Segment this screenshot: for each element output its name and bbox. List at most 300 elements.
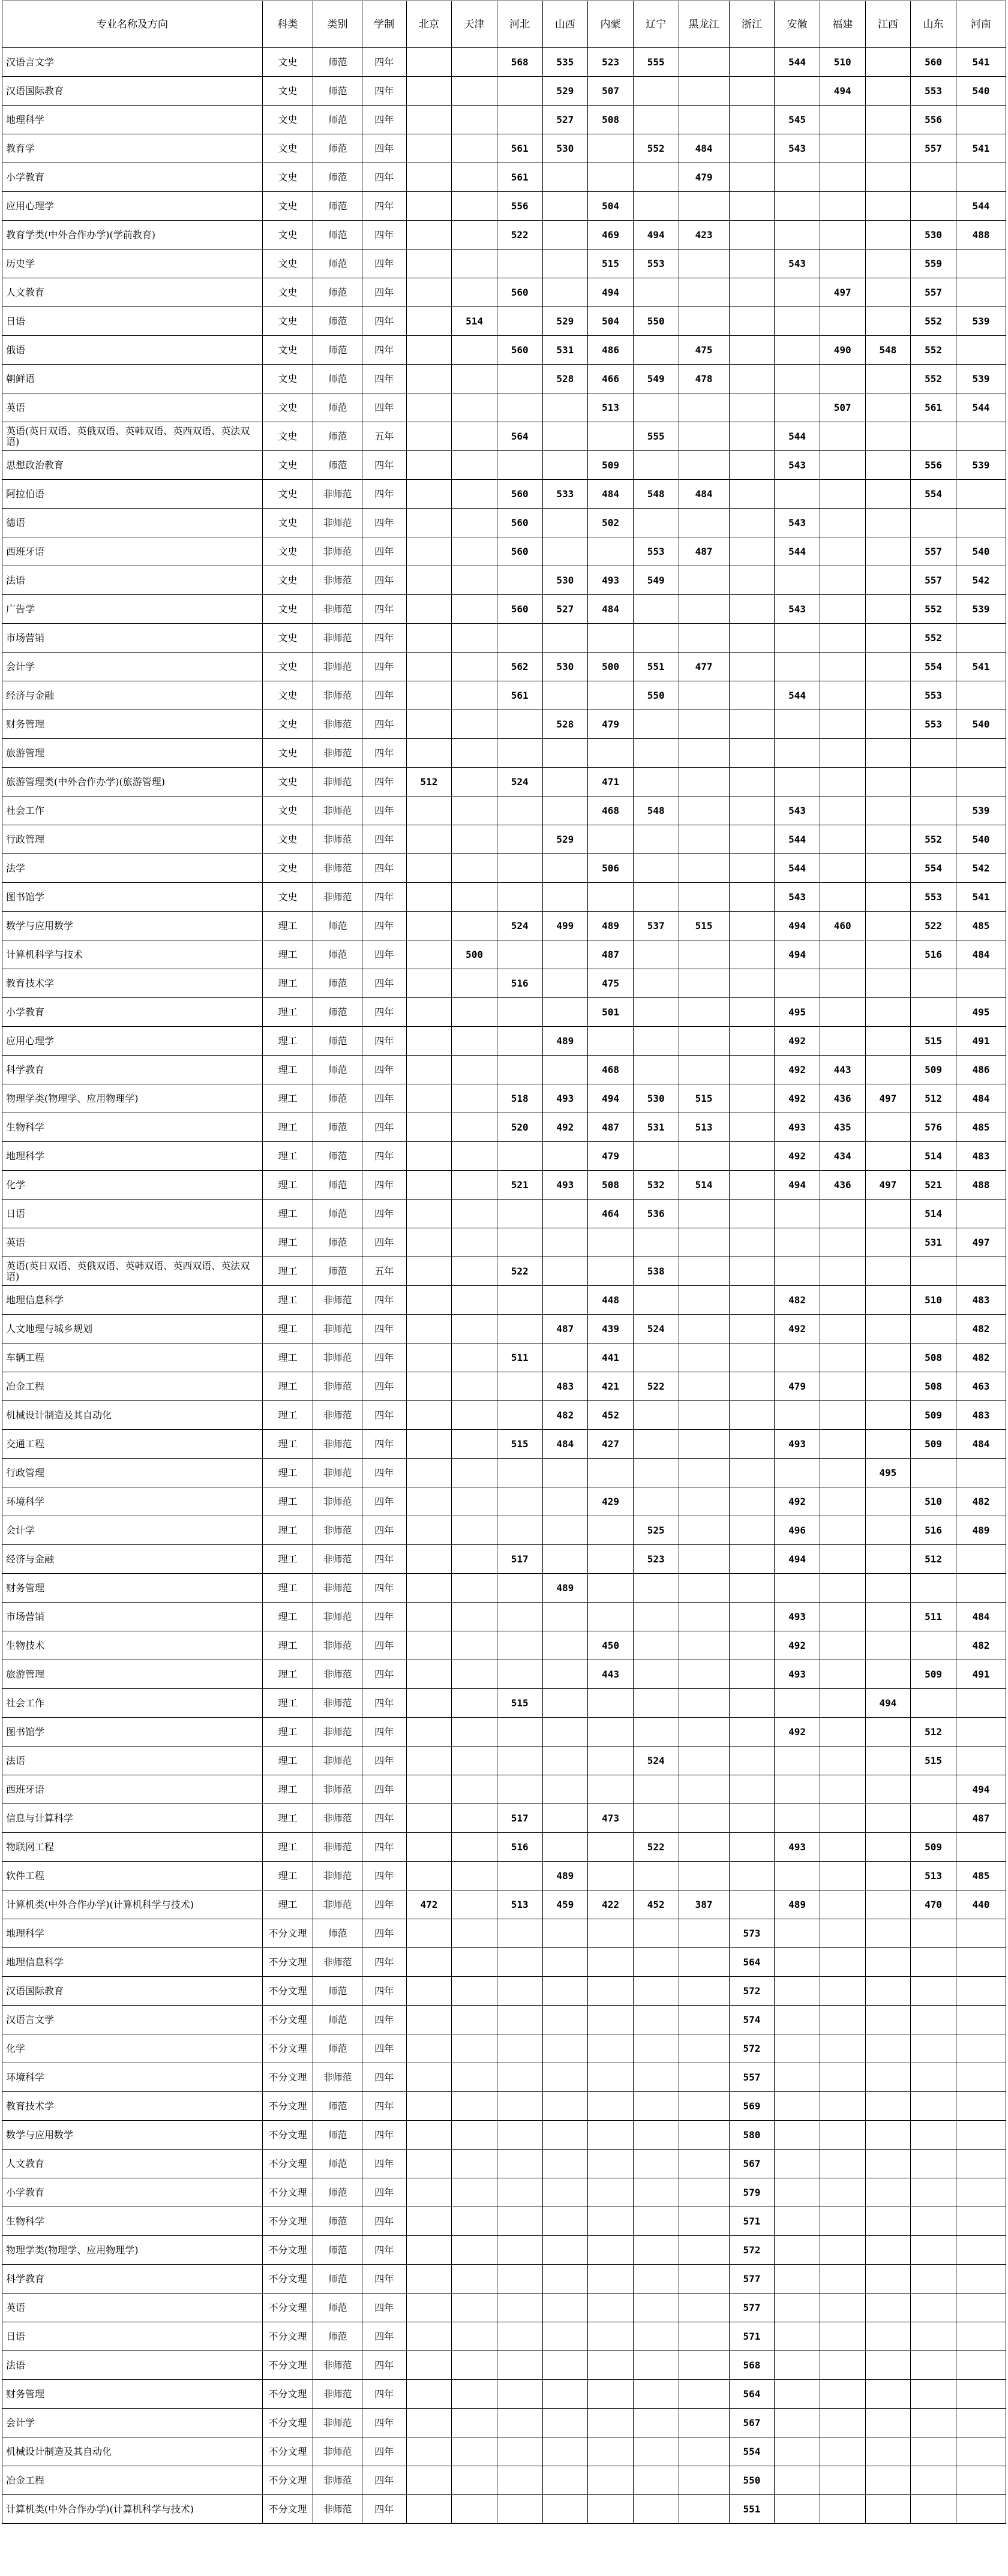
score-cell — [820, 1200, 865, 1228]
score-cell: 577 — [729, 2294, 775, 2322]
score-cell: 427 — [588, 1430, 634, 1459]
score-cell — [956, 1948, 1006, 1977]
duration-cell: 四年 — [362, 1775, 407, 1804]
score-cell: 532 — [633, 1171, 679, 1200]
score-cell — [406, 1459, 452, 1487]
score-cell — [679, 796, 729, 825]
score-cell — [633, 393, 679, 422]
score-cell: 485 — [956, 1862, 1006, 1890]
program-type-cell: 师范 — [313, 1257, 362, 1286]
score-cell — [729, 1401, 775, 1430]
score-cell — [820, 163, 865, 192]
score-cell — [497, 796, 542, 825]
score-cell — [497, 307, 542, 336]
score-cell: 515 — [911, 1027, 956, 1056]
score-cell — [729, 1142, 775, 1171]
score-cell: 492 — [775, 1084, 820, 1113]
table-body — [2, 48, 1006, 2524]
score-cell: 548 — [865, 336, 911, 365]
score-cell — [542, 1804, 588, 1833]
score-cell — [542, 1200, 588, 1228]
score-cell — [729, 1689, 775, 1718]
major-name-cell: 人文教育 — [2, 2150, 263, 2178]
score-cell — [406, 1804, 452, 1833]
score-cell — [679, 1977, 729, 2006]
score-cell — [406, 1689, 452, 1718]
program-type-cell: 非师范 — [313, 1603, 362, 1631]
score-cell: 450 — [588, 1631, 634, 1660]
score-cell — [729, 1200, 775, 1228]
major-name-cell: 生物科学 — [2, 1113, 263, 1142]
score-cell — [588, 2380, 634, 2409]
score-cell — [679, 566, 729, 595]
score-cell: 489 — [542, 1574, 588, 1603]
score-cell — [679, 1401, 729, 1430]
score-cell — [406, 854, 452, 883]
score-cell: 482 — [956, 1631, 1006, 1660]
subject-category-cell: 文史 — [263, 278, 313, 307]
score-cell — [911, 2063, 956, 2092]
score-cell — [865, 163, 911, 192]
score-cell — [542, 192, 588, 221]
duration-cell: 四年 — [362, 2380, 407, 2409]
program-type-cell: 师范 — [313, 1200, 362, 1228]
score-cell — [775, 2409, 820, 2437]
score-cell — [729, 365, 775, 393]
score-cell — [865, 480, 911, 509]
score-cell — [542, 221, 588, 250]
score-cell: 514 — [679, 1171, 729, 1200]
score-cell — [452, 537, 497, 566]
score-cell — [633, 1804, 679, 1833]
score-cell: 550 — [633, 307, 679, 336]
score-cell — [956, 480, 1006, 509]
subject-category-cell: 理工 — [263, 1372, 313, 1401]
score-cell — [820, 883, 865, 912]
score-cell — [542, 2437, 588, 2466]
score-cell — [497, 2178, 542, 2207]
subject-category-cell: 理工 — [263, 1487, 313, 1516]
score-cell — [729, 854, 775, 883]
score-cell: 508 — [911, 1372, 956, 1401]
score-cell — [820, 1919, 865, 1948]
score-cell — [956, 2207, 1006, 2236]
score-cell — [679, 1919, 729, 1948]
duration-cell: 四年 — [362, 1977, 407, 2006]
program-type-cell: 非师范 — [313, 509, 362, 537]
score-cell — [588, 2121, 634, 2150]
score-cell: 493 — [588, 566, 634, 595]
score-cell — [865, 2265, 911, 2294]
score-cell: 557 — [911, 537, 956, 566]
score-cell — [406, 1862, 452, 1890]
score-cell — [452, 1372, 497, 1401]
score-cell — [820, 768, 865, 796]
score-cell: 484 — [588, 480, 634, 509]
score-cell — [406, 710, 452, 739]
score-cell — [775, 2351, 820, 2380]
table-row — [2, 106, 1006, 134]
table-row — [2, 48, 1006, 77]
score-cell — [820, 2092, 865, 2121]
table-row — [2, 1660, 1006, 1689]
table-row — [2, 2063, 1006, 2092]
score-cell — [956, 1747, 1006, 1775]
program-type-cell: 非师范 — [313, 1631, 362, 1660]
score-cell — [406, 653, 452, 681]
duration-cell: 四年 — [362, 48, 407, 77]
score-cell — [775, 1862, 820, 1890]
score-cell — [956, 2178, 1006, 2207]
subject-category-cell: 不分文理 — [263, 2178, 313, 2207]
score-cell — [542, 2380, 588, 2409]
score-cell: 494 — [820, 77, 865, 106]
major-name-cell: 英语 — [2, 393, 263, 422]
score-cell — [865, 2034, 911, 2063]
score-cell — [588, 739, 634, 768]
score-cell — [588, 537, 634, 566]
score-cell: 489 — [542, 1862, 588, 1890]
score-cell — [452, 1890, 497, 1919]
score-cell — [956, 739, 1006, 768]
score-cell: 550 — [729, 2466, 775, 2495]
table-row — [2, 2178, 1006, 2207]
program-type-cell: 非师范 — [313, 2063, 362, 2092]
score-cell — [775, 1948, 820, 1977]
subject-category-cell: 不分文理 — [263, 2380, 313, 2409]
major-name-cell: 经济与金融 — [2, 681, 263, 710]
score-cell — [775, 77, 820, 106]
score-cell — [497, 451, 542, 480]
score-cell — [633, 1948, 679, 1977]
subject-category-cell: 文史 — [263, 106, 313, 134]
score-cell — [542, 739, 588, 768]
score-cell — [820, 1286, 865, 1315]
score-cell: 538 — [633, 1257, 679, 1286]
score-cell: 484 — [956, 940, 1006, 969]
program-type-cell: 师范 — [313, 48, 362, 77]
score-cell: 494 — [775, 1545, 820, 1574]
score-cell — [911, 739, 956, 768]
score-cell — [542, 1948, 588, 1977]
subject-category-cell: 理工 — [263, 1631, 313, 1660]
score-cell — [633, 2207, 679, 2236]
score-cell — [406, 998, 452, 1027]
score-cell — [542, 1056, 588, 1084]
score-cell — [406, 422, 452, 451]
score-cell — [679, 307, 729, 336]
score-cell — [865, 1545, 911, 1574]
score-cell — [406, 1401, 452, 1430]
score-cell: 521 — [911, 1171, 956, 1200]
score-cell: 494 — [588, 278, 634, 307]
score-cell — [679, 2063, 729, 2092]
duration-cell: 四年 — [362, 2207, 407, 2236]
duration-cell: 四年 — [362, 2294, 407, 2322]
score-cell — [865, 1948, 911, 1977]
score-cell — [865, 2121, 911, 2150]
score-cell — [865, 2351, 911, 2380]
score-cell — [452, 1459, 497, 1487]
score-cell — [820, 2294, 865, 2322]
score-cell — [406, 1084, 452, 1113]
score-cell — [542, 1977, 588, 2006]
score-cell — [820, 537, 865, 566]
score-cell — [820, 710, 865, 739]
score-cell — [452, 451, 497, 480]
score-cell — [542, 451, 588, 480]
major-name-cell: 汉语国际教育 — [2, 1977, 263, 2006]
score-cell: 523 — [588, 48, 634, 77]
duration-cell: 四年 — [362, 307, 407, 336]
score-cell: 544 — [775, 48, 820, 77]
score-cell: 489 — [775, 1890, 820, 1919]
score-cell: 483 — [956, 1142, 1006, 1171]
score-cell: 530 — [542, 653, 588, 681]
major-name-cell: 行政管理 — [2, 1459, 263, 1487]
score-cell — [775, 480, 820, 509]
score-cell: 525 — [633, 1516, 679, 1545]
score-cell: 567 — [729, 2150, 775, 2178]
subject-category-cell: 文史 — [263, 883, 313, 912]
score-cell: 557 — [911, 278, 956, 307]
program-type-cell: 师范 — [313, 163, 362, 192]
score-cell — [452, 998, 497, 1027]
score-cell: 530 — [633, 1084, 679, 1113]
score-cell: 543 — [775, 509, 820, 537]
score-cell — [820, 1574, 865, 1603]
score-cell — [820, 2351, 865, 2380]
score-cell — [911, 2265, 956, 2294]
score-cell — [679, 2207, 729, 2236]
score-cell: 468 — [588, 1056, 634, 1084]
score-cell — [542, 1343, 588, 1372]
score-cell: 517 — [497, 1804, 542, 1833]
score-cell — [542, 2006, 588, 2034]
major-name-cell: 英语 — [2, 1228, 263, 1257]
score-cell — [406, 2207, 452, 2236]
program-type-cell: 师范 — [313, 250, 362, 278]
score-cell: 544 — [775, 825, 820, 854]
score-cell — [542, 1257, 588, 1286]
duration-cell: 四年 — [362, 912, 407, 940]
score-cell — [820, 940, 865, 969]
score-cell: 443 — [820, 1056, 865, 1084]
score-cell — [820, 1516, 865, 1545]
score-cell: 479 — [775, 1372, 820, 1401]
column-header: 江西 — [865, 1, 911, 48]
score-cell: 541 — [956, 653, 1006, 681]
subject-category-cell: 文史 — [263, 163, 313, 192]
duration-cell: 五年 — [362, 422, 407, 451]
score-cell — [452, 1833, 497, 1862]
score-cell: 544 — [775, 422, 820, 451]
score-cell — [452, 1862, 497, 1890]
score-cell — [452, 2034, 497, 2063]
score-cell — [729, 278, 775, 307]
major-name-cell: 软件工程 — [2, 1862, 263, 1890]
program-type-cell: 非师范 — [313, 653, 362, 681]
score-cell — [588, 1862, 634, 1890]
subject-category-cell: 不分文理 — [263, 2236, 313, 2265]
score-cell: 512 — [911, 1084, 956, 1113]
score-cell: 486 — [956, 1056, 1006, 1084]
score-cell — [820, 653, 865, 681]
score-cell — [865, 451, 911, 480]
program-type-cell: 非师范 — [313, 796, 362, 825]
score-cell: 485 — [956, 1113, 1006, 1142]
score-cell — [865, 2495, 911, 2524]
score-cell: 471 — [588, 768, 634, 796]
score-cell: 515 — [497, 1430, 542, 1459]
score-cell — [775, 2495, 820, 2524]
program-type-cell: 非师范 — [313, 1430, 362, 1459]
score-cell: 535 — [542, 48, 588, 77]
score-cell: 572 — [729, 2236, 775, 2265]
program-type-cell: 师范 — [313, 998, 362, 1027]
score-cell: 515 — [588, 250, 634, 278]
program-type-cell: 非师范 — [313, 681, 362, 710]
score-cell — [588, 2063, 634, 2092]
score-cell — [679, 192, 729, 221]
subject-category-cell: 不分文理 — [263, 2437, 313, 2466]
column-header: 科类 — [263, 1, 313, 48]
score-cell: 497 — [956, 1228, 1006, 1257]
duration-cell: 四年 — [362, 1142, 407, 1171]
score-cell — [679, 1603, 729, 1631]
score-cell: 513 — [679, 1113, 729, 1142]
score-cell — [956, 2006, 1006, 2034]
score-cell — [452, 2322, 497, 2351]
score-cell — [820, 1372, 865, 1401]
score-cell: 387 — [679, 1890, 729, 1919]
table-row — [2, 2092, 1006, 2121]
score-cell — [865, 106, 911, 134]
score-cell: 552 — [911, 307, 956, 336]
score-cell — [406, 1603, 452, 1631]
score-cell: 553 — [911, 710, 956, 739]
score-cell — [729, 77, 775, 106]
score-cell — [406, 681, 452, 710]
table-row — [2, 2466, 1006, 2495]
table-row — [2, 969, 1006, 998]
score-cell: 501 — [588, 998, 634, 1027]
score-cell — [542, 1228, 588, 1257]
program-type-cell: 师范 — [313, 2092, 362, 2121]
score-cell — [820, 221, 865, 250]
program-type-cell: 师范 — [313, 422, 362, 451]
duration-cell: 四年 — [362, 2495, 407, 2524]
column-header: 北京 — [406, 1, 452, 48]
duration-cell: 四年 — [362, 796, 407, 825]
score-cell — [865, 221, 911, 250]
score-cell — [406, 1833, 452, 1862]
score-cell — [865, 2466, 911, 2495]
major-name-cell: 教育技术学 — [2, 969, 263, 998]
duration-cell: 四年 — [362, 624, 407, 653]
score-cell: 529 — [542, 77, 588, 106]
score-cell: 486 — [588, 336, 634, 365]
score-cell — [865, 307, 911, 336]
score-cell — [406, 2178, 452, 2207]
score-cell — [729, 1430, 775, 1459]
score-cell: 494 — [775, 1171, 820, 1200]
score-cell — [588, 1574, 634, 1603]
score-cell — [820, 2322, 865, 2351]
score-cell — [865, 912, 911, 940]
score-cell — [452, 2351, 497, 2380]
score-cell — [497, 250, 542, 278]
score-cell — [775, 192, 820, 221]
score-cell: 552 — [911, 595, 956, 624]
score-cell — [729, 192, 775, 221]
program-type-cell: 师范 — [313, 2150, 362, 2178]
program-type-cell: 师范 — [313, 1977, 362, 2006]
score-cell — [775, 2178, 820, 2207]
score-cell: 560 — [497, 480, 542, 509]
score-cell — [497, 1200, 542, 1228]
score-cell: 551 — [729, 2495, 775, 2524]
score-cell — [679, 595, 729, 624]
score-cell — [588, 2351, 634, 2380]
score-cell — [452, 1027, 497, 1056]
major-name-cell: 计算机科学与技术 — [2, 940, 263, 969]
score-cell — [679, 1343, 729, 1372]
score-cell — [406, 739, 452, 768]
subject-category-cell: 不分文理 — [263, 1919, 313, 1948]
score-cell — [452, 1948, 497, 1977]
score-cell: 466 — [588, 365, 634, 393]
score-cell — [679, 1257, 729, 1286]
subject-category-cell: 文史 — [263, 48, 313, 77]
program-type-cell: 师范 — [313, 912, 362, 940]
score-cell — [406, 912, 452, 940]
score-cell — [956, 2495, 1006, 2524]
score-cell — [956, 1459, 1006, 1487]
column-header: 专业名称及方向 — [2, 1, 263, 48]
score-cell — [633, 2495, 679, 2524]
table-row — [2, 221, 1006, 250]
score-cell — [497, 365, 542, 393]
score-cell — [865, 595, 911, 624]
score-cell — [679, 77, 729, 106]
program-type-cell: 师范 — [313, 134, 362, 163]
score-cell — [679, 681, 729, 710]
score-cell — [775, 2063, 820, 2092]
score-cell — [406, 1631, 452, 1660]
score-cell: 509 — [911, 1056, 956, 1084]
score-cell — [956, 681, 1006, 710]
score-cell — [679, 940, 729, 969]
score-cell: 482 — [775, 1286, 820, 1315]
subject-category-cell: 理工 — [263, 1430, 313, 1459]
score-cell: 472 — [406, 1890, 452, 1919]
score-cell — [406, 1919, 452, 1948]
score-cell — [820, 1948, 865, 1977]
score-cell — [911, 768, 956, 796]
score-cell — [542, 1631, 588, 1660]
program-type-cell: 非师范 — [313, 883, 362, 912]
score-cell: 517 — [497, 1545, 542, 1574]
duration-cell: 四年 — [362, 1487, 407, 1516]
score-cell — [911, 1804, 956, 1833]
duration-cell: 四年 — [362, 940, 407, 969]
score-cell — [633, 192, 679, 221]
score-cell — [497, 825, 542, 854]
score-cell: 540 — [956, 825, 1006, 854]
score-cell: 520 — [497, 1113, 542, 1142]
table-row — [2, 192, 1006, 221]
